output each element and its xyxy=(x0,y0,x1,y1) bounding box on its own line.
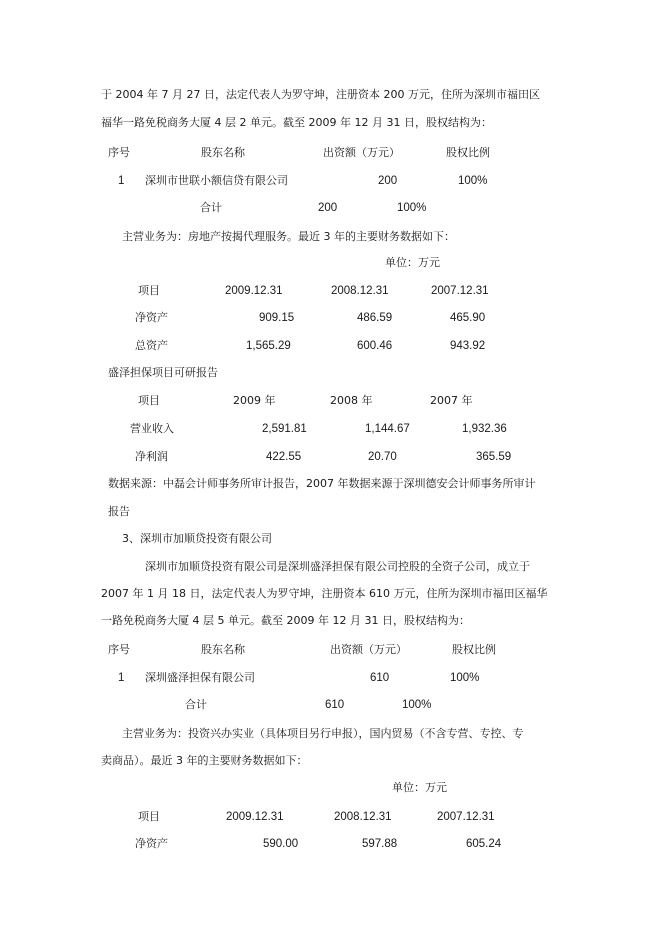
business-description-2-line-1: 主营业务为：投资兴办实业（具体项目另行申报），国内贸易（不含专营、专控、专 xyxy=(122,727,524,740)
inc-header-2007: 2007 年 xyxy=(430,394,473,407)
fin-row-label: 净资产 xyxy=(135,837,168,850)
fin-header-2009: 2009.12.31 xyxy=(226,811,284,823)
equity-cell-index: 1 xyxy=(118,672,125,684)
equity-cell-index: 1 xyxy=(118,175,125,187)
report-title: 盛泽担保项目可研报告 xyxy=(108,366,218,379)
fin-header-2008: 2008.12.31 xyxy=(331,285,389,297)
fin-header-2009: 2009.12.31 xyxy=(225,285,283,297)
intro2-line-2: 2007 年 1 月 18 日，法定代表人为罗守坤，注册资本 610 万元，住所为深圳市福田区福华 xyxy=(101,587,548,600)
business-description-2-line-2: 卖商品）。最近 3 年的主要财务数据如下： xyxy=(101,754,308,767)
fin-header-item: 项目 xyxy=(138,284,160,297)
fin-row-label: 总资产 xyxy=(135,339,168,352)
fin-cell: 1,565.29 xyxy=(246,340,291,352)
equity-total-contribution: 200 xyxy=(318,202,338,214)
equity-total-label: 合计 xyxy=(200,201,222,214)
equity-cell-shareholder: 深圳市世联小额信贷有限公司 xyxy=(145,174,288,187)
col-header-shareholder: 股东名称 xyxy=(201,643,245,656)
business-description-1: 主营业务为：房地产按揭代理服务。最近 3 年的主要财务数据如下： xyxy=(122,230,455,243)
fin-cell: 465.90 xyxy=(450,312,486,324)
col-header-index: 序号 xyxy=(108,643,130,656)
intro2-line-1: 深圳市加顺贷投资有限公司是深圳盛泽担保有限公司控股的全资子公司，成立于 xyxy=(145,560,530,573)
fin-header-2008: 2008.12.31 xyxy=(334,811,392,823)
inc-header-2009: 2009 年 xyxy=(233,394,276,407)
inc-header-2008: 2008 年 xyxy=(330,394,373,407)
intro-line-2: 福华一路免税商务大厦 4 层 2 单元。截至 2009 年 12 月 31 日，股权结构为： xyxy=(101,116,492,129)
fin-cell: 597.88 xyxy=(362,838,398,850)
equity-total-ratio: 100% xyxy=(402,699,432,711)
col-header-contribution: 出资额（万元） xyxy=(323,146,400,159)
intro-line-1: 于 2004 年 7 月 27 日，法定代表人为罗守坤，注册资本 200 万元，住所为深圳市福田区 xyxy=(101,88,540,101)
intro2-line-3: 一路免税商务大厦 4 层 5 单元。截至 2009 年 12 月 31 日，股权结构为： xyxy=(101,614,470,627)
fin-header-2007: 2007.12.31 xyxy=(437,811,495,823)
fin-cell: 943.92 xyxy=(450,340,486,352)
fin-header-item: 项目 xyxy=(138,810,160,823)
equity-cell-contribution: 200 xyxy=(378,175,398,187)
equity-cell-ratio: 100% xyxy=(450,672,480,684)
fin-header-2007: 2007.12.31 xyxy=(431,285,489,297)
fin-cell: 909.15 xyxy=(259,312,295,324)
equity-cell-shareholder: 深圳盛泽担保有限公司 xyxy=(145,671,255,684)
unit-label-1: 单位：万元 xyxy=(385,256,440,269)
equity-total-contribution: 610 xyxy=(325,699,345,711)
inc-cell: 1,144.67 xyxy=(365,423,410,435)
data-source-line-1: 数据来源：中磊会计师事务所审计报告，2007 年数据来源于深圳德安会计师事务所审计 xyxy=(108,477,536,490)
inc-cell: 2,591.81 xyxy=(262,423,307,435)
data-source-line-2: 报告 xyxy=(108,505,130,518)
inc-header-item: 项目 xyxy=(138,394,160,407)
col-header-index: 序号 xyxy=(108,146,130,159)
col-header-shareholder: 股东名称 xyxy=(201,146,245,159)
fin-cell: 605.24 xyxy=(466,838,502,850)
equity-cell-ratio: 100% xyxy=(458,175,488,187)
equity-total-ratio: 100% xyxy=(397,202,427,214)
col-header-contribution: 出资额（万元） xyxy=(330,643,407,656)
fin-cell: 486.59 xyxy=(357,312,393,324)
inc-cell: 422.55 xyxy=(266,451,302,463)
inc-cell: 1,932.36 xyxy=(462,423,507,435)
inc-cell: 365.59 xyxy=(476,451,512,463)
inc-row-label: 净利润 xyxy=(135,450,168,463)
equity-total-label: 合计 xyxy=(185,698,207,711)
col-header-ratio: 股权比例 xyxy=(446,146,490,159)
equity-cell-contribution: 610 xyxy=(370,672,390,684)
inc-row-label: 营业收入 xyxy=(130,422,174,435)
inc-cell: 20.70 xyxy=(368,451,397,463)
fin-row-label: 净资产 xyxy=(135,311,168,324)
fin-cell: 590.00 xyxy=(263,838,299,850)
section-title: 3、深圳市加顺贷投资有限公司 xyxy=(122,532,272,545)
fin-cell: 600.46 xyxy=(357,340,393,352)
unit-label-2: 单位：万元 xyxy=(392,781,447,794)
col-header-ratio: 股权比例 xyxy=(452,643,496,656)
